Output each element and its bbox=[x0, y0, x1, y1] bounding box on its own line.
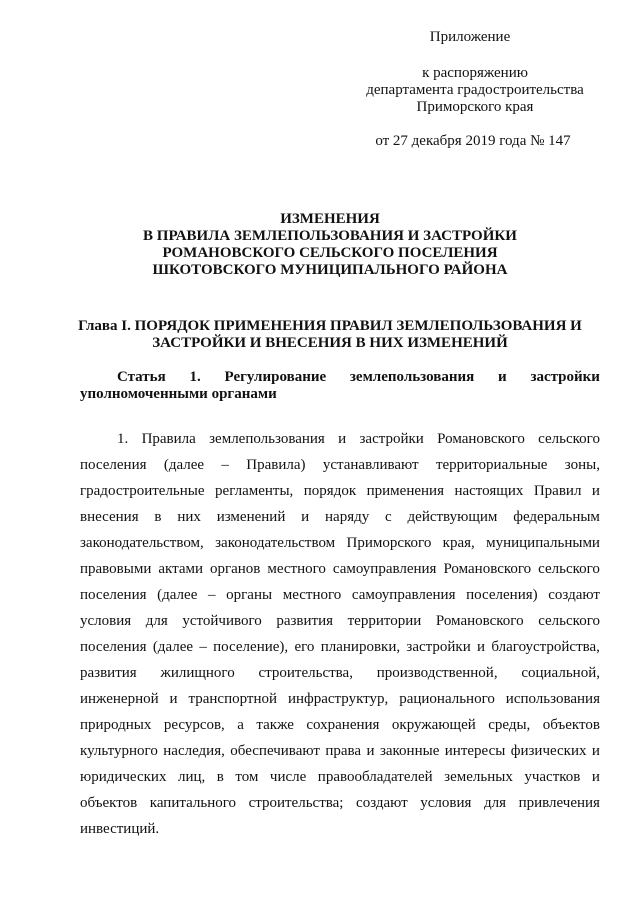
paragraph-word: лиц, bbox=[177, 769, 206, 785]
paragraph-word: интересы bbox=[444, 743, 506, 759]
paragraph-word: сельского bbox=[538, 561, 600, 577]
paragraph-line bbox=[80, 535, 600, 552]
paragraph-word: местного bbox=[267, 561, 326, 577]
paragraph-word: них bbox=[177, 509, 201, 525]
paragraph-word: инженерной bbox=[80, 691, 159, 707]
paragraph-line bbox=[80, 665, 600, 682]
paragraph-line bbox=[80, 457, 600, 474]
paragraph-line bbox=[80, 587, 600, 604]
paragraph-word: регламенты, bbox=[215, 483, 294, 499]
paragraph-word: территории bbox=[347, 613, 422, 629]
paragraph-word: поселение), bbox=[213, 639, 289, 655]
paragraph-word: 1. bbox=[117, 431, 129, 447]
paragraph-word: и bbox=[591, 483, 600, 499]
paragraph-word: природных bbox=[80, 717, 152, 733]
article-word: и bbox=[498, 369, 507, 385]
paragraph-word: землепользования bbox=[209, 431, 325, 447]
paragraph-word: (далее bbox=[152, 639, 194, 655]
paragraph-word: устанавливают bbox=[322, 457, 419, 473]
paragraph-word: актами bbox=[158, 561, 203, 577]
paragraph-word: поселения bbox=[80, 587, 147, 603]
paragraph-line bbox=[80, 743, 600, 760]
paragraph-word: поселения bbox=[80, 639, 147, 655]
paragraph-word: настоящих bbox=[454, 483, 524, 499]
paragraph-word: рационального bbox=[399, 691, 495, 707]
paragraph-word: действующим bbox=[407, 509, 498, 525]
paragraph-word: органы bbox=[226, 587, 273, 603]
paragraph-word: с bbox=[385, 509, 392, 525]
article-word: Статья bbox=[117, 369, 166, 385]
paragraph-word: местного bbox=[282, 587, 342, 603]
paragraph-word: территориальные bbox=[435, 457, 548, 473]
paragraph-word: законодательством bbox=[215, 535, 336, 551]
article-word: Регулирование bbox=[224, 369, 327, 385]
paragraph-word: органов bbox=[209, 561, 261, 577]
paragraph-word: юридических bbox=[80, 769, 167, 785]
document-title-line-1: ИЗМЕНЕНИЯ bbox=[280, 211, 380, 227]
paragraph-word: окружающей bbox=[391, 717, 476, 733]
paragraph-word: градостроительные bbox=[80, 483, 205, 499]
paragraph-word: привлечения bbox=[518, 795, 600, 811]
paragraph-word: изменений bbox=[216, 509, 286, 525]
paragraph-word: физических bbox=[510, 743, 587, 759]
appendix-line-3: Приморского края bbox=[416, 99, 534, 115]
paragraph-word: федеральным bbox=[513, 509, 600, 525]
article-word: 1. bbox=[189, 369, 201, 385]
paragraph-word: жилищного bbox=[160, 665, 235, 681]
appendix-line-1: к распоряжению bbox=[422, 65, 528, 81]
paragraph-word: самоуправления bbox=[351, 587, 456, 603]
paragraph-word: капитального bbox=[149, 795, 237, 811]
paragraph-line bbox=[80, 769, 600, 786]
paragraph-word: строительства; bbox=[248, 795, 344, 811]
paragraph-line bbox=[80, 717, 600, 734]
paragraph-word: развития bbox=[80, 665, 137, 681]
paragraph-word: края, bbox=[442, 535, 475, 551]
paragraph-word: – bbox=[221, 457, 229, 473]
paragraph-word: культурного bbox=[80, 743, 158, 759]
chapter-heading-line-2: ЗАСТРОЙКИ И ВНЕСЕНИЯ В НИХ ИЗМЕНЕНИЙ bbox=[152, 335, 508, 351]
paragraph-word: а bbox=[237, 717, 244, 733]
article-word: землепользования bbox=[349, 369, 475, 385]
document-title-line-3: РОМАНОВСКОГО СЕЛЬСКОГО ПОСЕЛЕНИЯ bbox=[162, 245, 498, 261]
paragraph-word: создают bbox=[548, 587, 600, 603]
paragraph-word: муниципальными bbox=[486, 535, 600, 551]
document-title-line-4: ШКОТОВСКОГО МУНИЦИПАЛЬНОГО РАЙОНА bbox=[152, 262, 508, 278]
paragraph-word: среды, bbox=[488, 717, 531, 733]
paragraph-line bbox=[117, 431, 600, 448]
paragraph-word: поселения) bbox=[466, 587, 538, 603]
chapter-heading-line-1: Глава I. ПОРЯДОК ПРИМЕНЕНИЯ ПРАВИЛ ЗЕМЛЕПОЛЬЗОВАНИЯ И bbox=[78, 318, 582, 334]
paragraph-word: также bbox=[256, 717, 294, 733]
paragraph-word: и bbox=[591, 769, 600, 785]
paragraph-word: использования bbox=[505, 691, 600, 707]
paragraph-word: и bbox=[169, 691, 178, 707]
paragraph-word: и bbox=[477, 639, 486, 655]
paragraph-word: в bbox=[154, 509, 162, 525]
paragraph-word: благоустройства, bbox=[491, 639, 600, 655]
paragraph-word: объектов bbox=[80, 795, 138, 811]
paragraph-word: для bbox=[483, 795, 507, 811]
paragraph-word: ресурсов, bbox=[163, 717, 225, 733]
paragraph-word: строительства, bbox=[258, 665, 353, 681]
paragraph-line bbox=[80, 691, 600, 708]
paragraph-word: числе bbox=[269, 769, 307, 785]
paragraph-word: (далее bbox=[163, 457, 205, 473]
paragraph-word: для bbox=[145, 613, 168, 629]
paragraph-word: права bbox=[325, 743, 362, 759]
paragraph-word: условия bbox=[420, 795, 472, 811]
paragraph-word: внесения bbox=[80, 509, 139, 525]
paragraph-word: сохранения bbox=[306, 717, 380, 733]
paragraph-word: том bbox=[235, 769, 259, 785]
paragraph-word: Правила) bbox=[246, 457, 306, 473]
paragraph-word: инфраструктур, bbox=[287, 691, 389, 707]
paragraph-word: устойчивого bbox=[182, 613, 262, 629]
paragraph-word: условия bbox=[80, 613, 132, 629]
paragraph-line bbox=[80, 509, 600, 526]
paragraph-line bbox=[80, 795, 600, 812]
paragraph-word: сельского bbox=[538, 431, 600, 447]
paragraph-word: застройки bbox=[359, 431, 424, 447]
paragraph-word: создают bbox=[356, 795, 408, 811]
paragraph-word: Романовского bbox=[437, 431, 525, 447]
paragraph-word: Романовского bbox=[435, 613, 524, 629]
paragraph-word: Романовского bbox=[443, 561, 532, 577]
paragraph-word: законодательством, bbox=[80, 535, 204, 551]
article-heading-line-2: уполномоченными органами bbox=[80, 386, 277, 402]
paragraph-word: порядок bbox=[303, 483, 357, 499]
paragraph-word: зоны, bbox=[564, 457, 600, 473]
paragraph-word: самоуправления bbox=[332, 561, 437, 577]
paragraph-word: поселения bbox=[80, 457, 147, 473]
paragraph-word: правообладателей bbox=[317, 769, 433, 785]
paragraph-word: и bbox=[301, 509, 310, 525]
appendix-date: от 27 декабря 2019 года № 147 bbox=[375, 133, 571, 149]
paragraph-word: и bbox=[338, 431, 347, 447]
paragraph-word: – bbox=[208, 587, 216, 603]
paragraph-line bbox=[80, 483, 600, 500]
article-heading-line-1 bbox=[117, 369, 600, 386]
document-title-line-2: В ПРАВИЛА ЗЕМЛЕПОЛЬЗОВАНИЯ И ЗАСТРОЙКИ bbox=[143, 228, 517, 244]
paragraph-last-line: инвестиций. bbox=[80, 821, 160, 837]
paragraph-line bbox=[80, 639, 600, 656]
paragraph-word: участков bbox=[524, 769, 581, 785]
paragraph-word: Правила bbox=[141, 431, 196, 447]
paragraph-line bbox=[80, 561, 600, 578]
paragraph-word: развития bbox=[276, 613, 334, 629]
paragraph-word: планировки, bbox=[320, 639, 401, 655]
paragraph-word: в bbox=[216, 769, 224, 785]
paragraph-word: и bbox=[366, 743, 375, 759]
paragraph-word: транспортной bbox=[188, 691, 278, 707]
paragraph-word: земельных bbox=[444, 769, 513, 785]
paragraph-word: производственной, bbox=[376, 665, 498, 681]
paragraph-word: обеспечивают bbox=[230, 743, 320, 759]
paragraph-line bbox=[80, 613, 600, 630]
paragraph-word: – bbox=[199, 639, 207, 655]
paragraph-word: объектов bbox=[542, 717, 600, 733]
paragraph-word: законные bbox=[379, 743, 440, 759]
paragraph-word: применения bbox=[366, 483, 444, 499]
paragraph-word: правовыми bbox=[80, 561, 152, 577]
article-word: застройки bbox=[530, 369, 600, 385]
appendix-title: Приложение bbox=[429, 29, 511, 45]
paragraph-word: застройки bbox=[406, 639, 471, 655]
paragraph-word: Правил bbox=[533, 483, 582, 499]
paragraph-word: сельского bbox=[538, 613, 600, 629]
paragraph-word: наряду bbox=[325, 509, 370, 525]
paragraph-word: наследия, bbox=[163, 743, 225, 759]
paragraph-word: (далее bbox=[157, 587, 198, 603]
appendix-line-2: департамента градостроительства bbox=[366, 82, 584, 98]
paragraph-word: Приморского bbox=[346, 535, 432, 551]
paragraph-word: и bbox=[591, 743, 600, 759]
paragraph-word: социальной, bbox=[521, 665, 600, 681]
paragraph-word: его bbox=[294, 639, 315, 655]
